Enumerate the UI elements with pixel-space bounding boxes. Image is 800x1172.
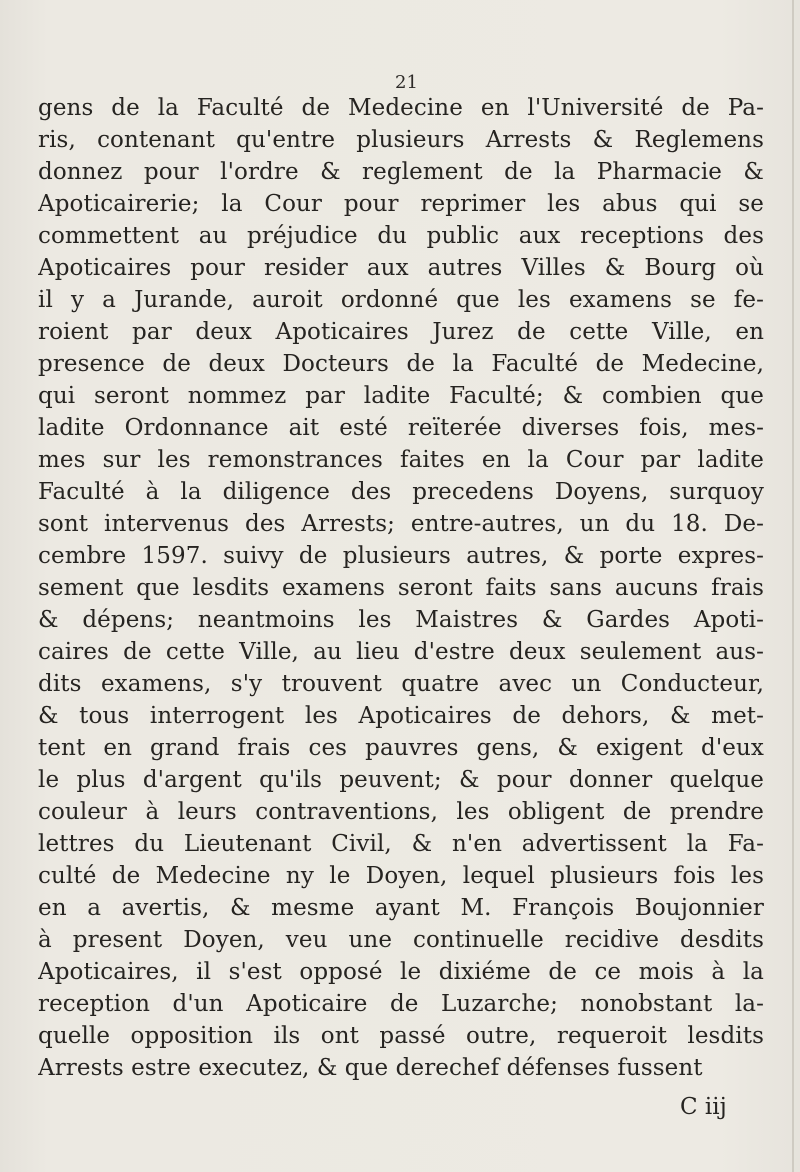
text-line: qui seront nommez par ladite Faculté; & combien que (38, 383, 764, 409)
text-line: lettres du Lieutenant Civil, & n'en advertissent la Fa- (38, 831, 764, 857)
text-line: sont intervenus des Arrests; entre-autres, un du 18. De- (38, 511, 764, 537)
page-edge (792, 0, 794, 1172)
text-line: caires de cette Ville, au lieu d'estre deux seulement aus- (38, 639, 764, 665)
text-line: Arrests estre executez, & que derechef défenses fussent (38, 1055, 703, 1081)
text-line: & tous interrogent les Apoticaires de dehors, & met- (38, 703, 764, 729)
text-line: reception d'un Apoticaire de Luzarche; nonobstant la- (38, 991, 764, 1017)
text-line: tent en grand frais ces pauvres gens, & exigent d'eux (38, 735, 764, 761)
text-line: en a avertis, & mesme ayant M. François Boujonnier (38, 895, 764, 921)
page-number: 21 (395, 72, 418, 93)
text-line: il y a Jurande, auroit ordonné que les examens se fe- (38, 287, 764, 313)
text-line: Apoticaires pour resider aux autres Villes & Bourg où (38, 255, 764, 281)
text-line: donnez pour l'ordre & reglement de la Pharmacie & (38, 159, 764, 185)
text-line: à present Doyen, veu une continuelle recidive desdits (38, 927, 764, 953)
text-line: Faculté à la diligence des precedens Doyens, surquoy (38, 479, 764, 505)
text-line: cembre 1597. suivy de plusieurs autres, & porte expres- (38, 543, 764, 569)
text-line: mes sur les remonstrances faites en la Cour par ladite (38, 447, 764, 473)
text-line: gens de la Faculté de Medecine en l'Université de Pa- (38, 95, 764, 121)
text-line: quelle opposition ils ont passé outre, requeroit lesdits (38, 1023, 764, 1049)
text-line: & dépens; neantmoins les Maistres & Gardes Apoti- (38, 607, 764, 633)
text-line: commettent au préjudice du public aux receptions des (38, 223, 764, 249)
text-line: Apoticaires, il s'est opposé le dixiéme de ce mois à la (38, 959, 764, 985)
text-line: presence de deux Docteurs de la Faculté de Medecine, (38, 351, 764, 377)
text-line: roient par deux Apoticaires Jurez de cette Ville, en (38, 319, 764, 345)
body-text (38, 92, 778, 1084)
text-line: dits examens, s'y trouvent quatre avec un Conducteur, (38, 671, 764, 697)
signature-mark: C iij (680, 1094, 727, 1120)
text-line: culté de Medecine ny le Doyen, lequel plusieurs fois les (38, 863, 764, 889)
text-line: sement que lesdits examens seront faits sans aucuns frais (38, 575, 764, 601)
text-line: ladite Ordonnance ait esté reïterée diverses fois, mes- (38, 415, 764, 441)
text-line: couleur à leurs contraventions, les obligent de prendre (38, 799, 764, 825)
text-line: Apoticairerie; la Cour pour reprimer les abus qui se (38, 191, 764, 217)
text-line: ris, contenant qu'entre plusieurs Arrests & Reglemens (38, 127, 764, 153)
text-line: le plus d'argent qu'ils peuvent; & pour donner quelque (38, 767, 764, 793)
